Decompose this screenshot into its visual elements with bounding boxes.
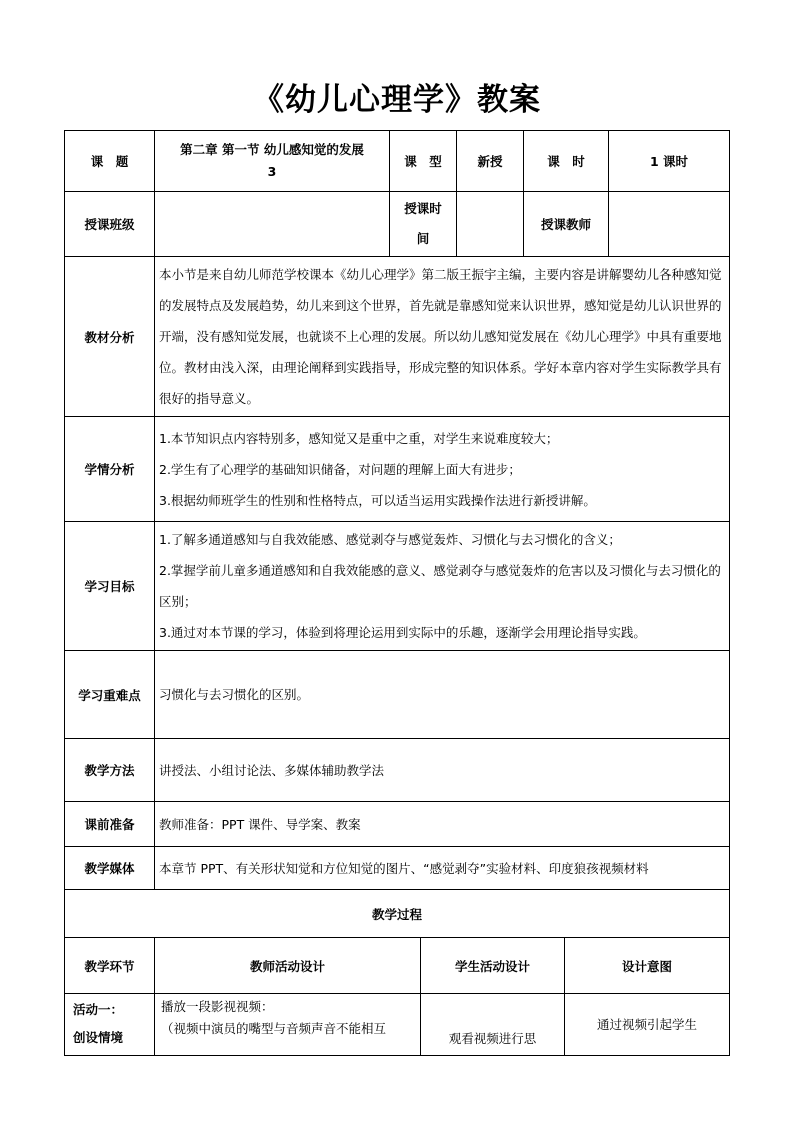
activity-1-teacher-line-1: 播放一段影视视频： <box>161 999 274 1014</box>
header-row-topic <box>65 131 730 192</box>
prep-label: 课前准备 <box>65 802 155 847</box>
goals-label: 学习目标 <box>65 522 155 651</box>
col-teacher-header: 教师活动设计 <box>155 938 421 994</box>
class-label: 授课班级 <box>65 192 155 257</box>
time-label <box>390 192 457 257</box>
students-row <box>65 417 730 522</box>
prep-row <box>65 802 730 847</box>
col-stage-header: 教学环节 <box>65 938 155 994</box>
method-text: 讲授法、小组讨论法、多媒体辅助教学法 <box>155 739 730 802</box>
activity-1-label-line-1: 活动一： <box>73 1002 124 1017</box>
time-value[interactable] <box>457 192 524 257</box>
activity-1-label <box>65 994 155 1056</box>
time-label-line-2: 间 <box>416 231 430 246</box>
type-value: 新授 <box>457 131 524 192</box>
goals-item: 2.掌握学前儿童多通道感知和自我效能感的意义、感觉剥夺与感觉轰炸的危害以及习惯化与去习惯化的区别； <box>159 563 721 609</box>
students-item: 3.根据幼师班学生的性别和性格特点，可以适当运用实践操作法进行新授讲解。 <box>159 492 596 508</box>
header-row-class <box>65 192 730 257</box>
key-text: 习惯化与去习惯化的区别。 <box>155 651 730 739</box>
hours-value: 1 课时 <box>609 131 730 192</box>
activity-1-teacher <box>155 994 421 1056</box>
goals-row <box>65 522 730 651</box>
students-text <box>155 417 730 522</box>
method-label: 教学方法 <box>65 739 155 802</box>
class-value[interactable] <box>155 192 390 257</box>
activity-1-intent-text: 通过视频引起学生 <box>596 1017 697 1032</box>
activity-1-student-text: 观看视频进行思 <box>448 1031 537 1046</box>
lesson-plan-table-wrapper <box>64 130 729 1056</box>
teacher-value[interactable] <box>609 192 730 257</box>
process-title: 教学过程 <box>65 890 730 938</box>
students-item: 2.学生有了心理学的基础知识储备，对问题的理解上面大有进步； <box>159 461 521 477</box>
activity-1-teacher-line-2: （视频中演员的嘴型与音频声音不能相互 <box>161 1021 387 1036</box>
hours-label: 课 时 <box>524 131 609 192</box>
process-header-row <box>65 938 730 994</box>
goals-text <box>155 522 730 651</box>
process-title-row <box>65 890 730 938</box>
students-item: 1.本节知识点内容特别多，感知觉又是重中之重，对学生来说难度较大； <box>159 430 559 446</box>
process-table <box>64 937 730 1056</box>
topic-line-1: 第二章 第一节 幼儿感知觉的发展 <box>180 142 364 157</box>
activity-1-label-line-2: 创设情境 <box>73 1030 124 1045</box>
teacher-label: 授课教师 <box>524 192 609 257</box>
media-row <box>65 847 730 890</box>
col-student-header: 学生活动设计 <box>421 938 565 994</box>
activity-1-intent <box>565 994 730 1056</box>
students-label: 学情分析 <box>65 417 155 522</box>
goals-item: 3.通过对本节课的学习，体验到将理论运用到实际中的乐趣，逐渐学会用理论指导实践。 <box>159 625 646 640</box>
activity-1-student <box>421 994 565 1056</box>
lesson-plan-table <box>64 130 730 938</box>
material-row <box>65 257 730 417</box>
topic-label: 课 题 <box>65 131 155 192</box>
type-label: 课 型 <box>390 131 457 192</box>
media-text: 本章节 PPT、有关形状知觉和方位知觉的图片、“感觉剥夺”实验材料、印度狼孩视频材料 <box>155 847 730 890</box>
material-label: 教材分析 <box>65 257 155 417</box>
method-row <box>65 739 730 802</box>
topic-value <box>155 131 390 192</box>
topic-line-2: 3 <box>267 164 277 179</box>
material-text: 本小节是来自幼儿师范学校课本《幼儿心理学》第二版王振宇主编，主要内容是讲解婴幼儿各种感知觉的发展特点及发展趋势，幼儿来到这个世界，首先就是靠感知觉来认识世界，感知觉是幼儿认识世界的开端，没有感知觉发展，也就谈不上心理的发展。所以幼儿感知觉发展在《幼儿心理学》中具有重要地位。教材由浅入深，由理论阐释到实践指导，形成完整的知识体系。学好本章内容对学生实际教学具有很好的指导意义。 <box>155 257 730 417</box>
activity-row <box>65 994 730 1056</box>
prep-text: 教师准备：PPT 课件、导学案、教案 <box>155 802 730 847</box>
document-title: 《幼儿心理学》教案 <box>253 82 541 118</box>
key-row <box>65 651 730 739</box>
media-label: 教学媒体 <box>65 847 155 890</box>
time-label-line-1: 授课时 <box>404 201 442 216</box>
col-intent-header: 设计意图 <box>565 938 730 994</box>
goals-item: 1.了解多通道感知与自我效能感、感觉剥夺与感觉轰炸、习惯化与去习惯化的含义； <box>159 532 621 547</box>
key-label: 学习重难点 <box>65 651 155 739</box>
